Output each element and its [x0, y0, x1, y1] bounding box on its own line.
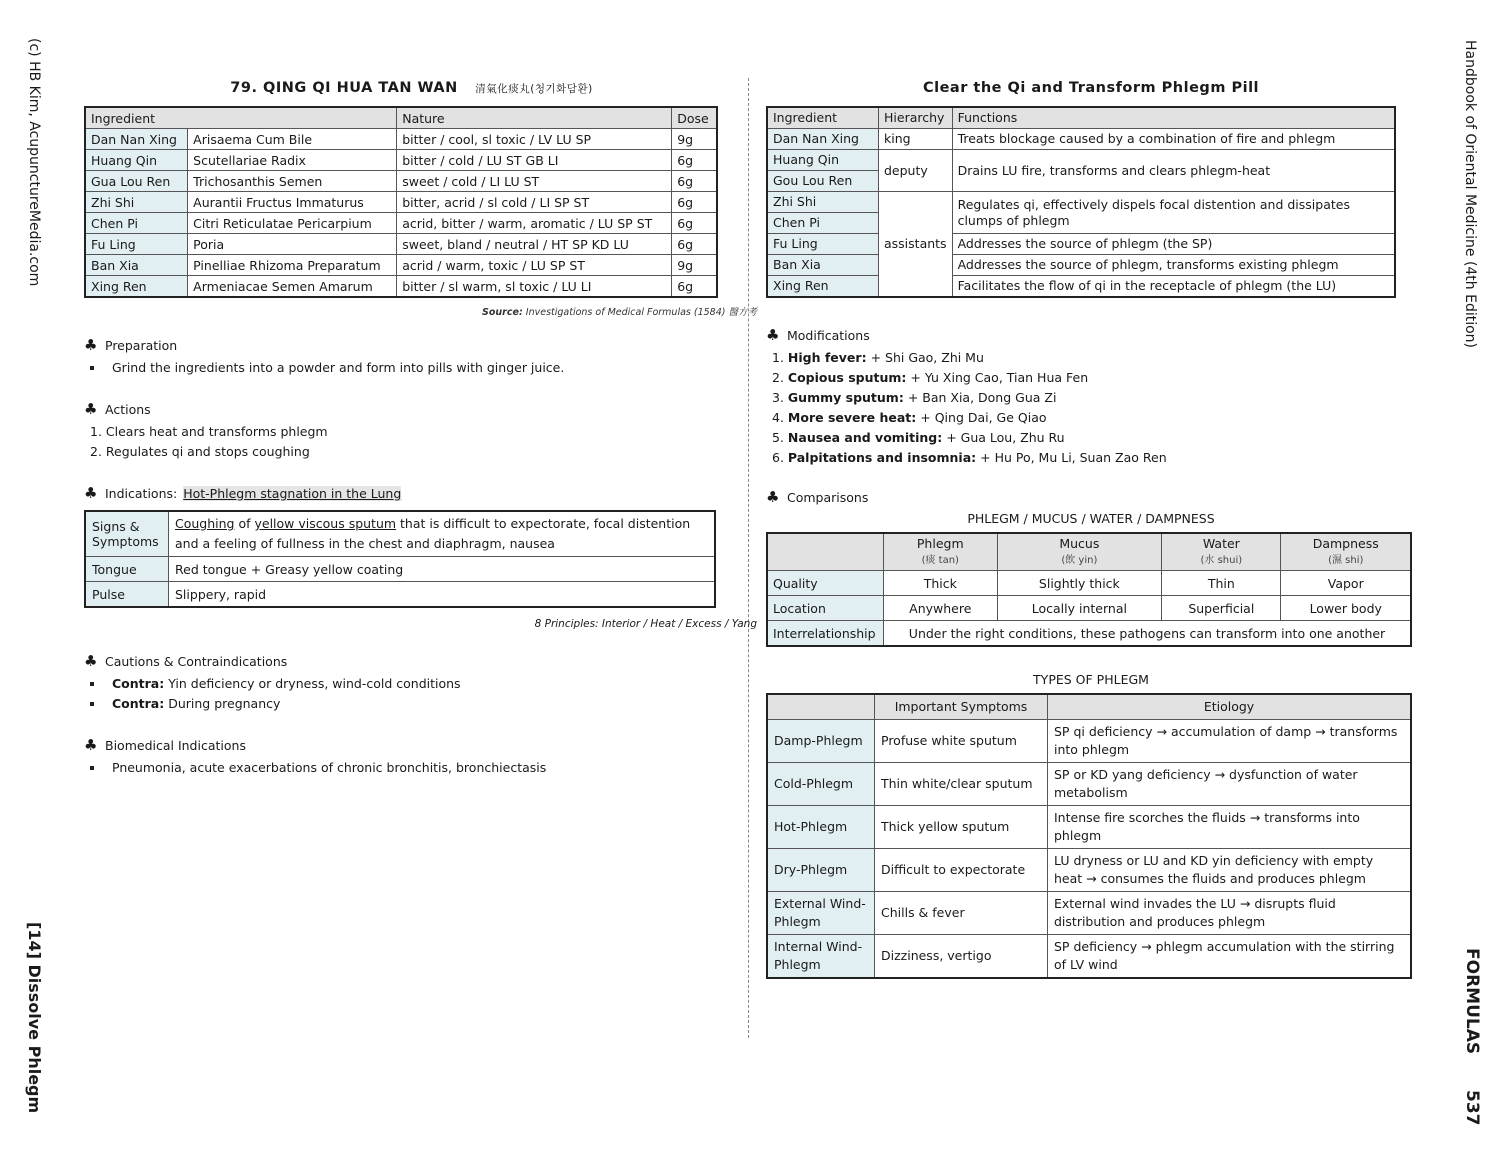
herb-latin: Armeniacae Semen Amarum [188, 276, 397, 298]
item-number: 3. [772, 390, 784, 405]
tongue-text: Red tongue + Greasy yellow coating [169, 557, 716, 582]
herb-latin: Poria [188, 234, 397, 255]
herb-name: Fu Ling [767, 234, 879, 255]
table-row [85, 171, 717, 192]
phlegm-type: Internal Wind-Phlegm [767, 935, 875, 979]
column-divider [748, 78, 749, 1038]
book-title-margin: Handbook of Oriental Medicine (4th Edition) [1462, 40, 1478, 349]
function-text: Addresses the source of phlegm, transforms existing phlegm [952, 255, 1395, 276]
table-cell: Under the right conditions, these pathogens can transform into one another [884, 621, 1412, 647]
item-number: 1. [772, 350, 784, 365]
hierarchy-header: Hierarchy [879, 107, 953, 129]
herb-dose: 6g [672, 276, 717, 298]
herb-name: Ban Xia [767, 255, 879, 276]
hierarchy-assistants: assistants [879, 192, 953, 298]
herb-latin: Citri Reticulatae Pericarpium [188, 213, 397, 234]
table-row [767, 806, 1411, 849]
table-row [767, 763, 1411, 806]
herb-name: Gou Lou Ren [767, 171, 879, 192]
indications-heading [84, 484, 739, 502]
page-number: 537 [1462, 1090, 1482, 1126]
phlegm-symptom: Chills & fever [875, 892, 1048, 935]
hierarchy-deputy: deputy [879, 150, 953, 192]
function-text: Drains LU fire, transforms and clears phlegm-heat [952, 150, 1395, 192]
preparation-list [84, 358, 739, 378]
comparison-subtitle: PHLEGM / MUCUS / WATER / DAMPNESS [967, 511, 1215, 526]
pulse-text: Slippery, rapid [169, 582, 716, 608]
formula-title [84, 78, 739, 98]
col-cjk: (飲 yin) [1061, 555, 1098, 566]
phlegm-type: Hot-Phlegm [767, 806, 875, 849]
chapter-margin: [14] Dissolve Phlegm [25, 922, 44, 1114]
contra-text: During pregnancy [168, 696, 281, 711]
table-row [85, 276, 717, 298]
contra-label: Contra: [112, 676, 165, 691]
table-row [767, 150, 1395, 171]
item-text: + Ban Xia, Dong Gua Zi [907, 390, 1057, 405]
club-icon: ♣ [766, 326, 780, 344]
table-cell: Thick [884, 571, 998, 596]
cautions-heading [84, 652, 739, 670]
col-cjk: (水 shui) [1200, 555, 1243, 566]
table-row [767, 935, 1411, 979]
list-item: 1. Clears heat and transforms phlegm [90, 424, 328, 439]
herb-name: Huang Qin [767, 150, 879, 171]
col-header [997, 533, 1162, 571]
herb-name: Ban Xia [85, 255, 188, 276]
section-margin [1456, 948, 1482, 1126]
table-row [85, 557, 715, 582]
preparation-heading [84, 336, 739, 354]
signs-text-2: that is difficult to expectorate, focal distention and a feeling of fullness in the chest and diaphragm, nausea [175, 516, 691, 551]
table-cell: Slightly thick [997, 571, 1162, 596]
function-text: Regulates qi, effectively dispels focal distention and dissipates clumps of phlegm [952, 192, 1395, 234]
types-subtitle: TYPES OF PHLEGM [1033, 672, 1149, 687]
tongue-label: Tongue [85, 557, 169, 582]
actions-heading [84, 400, 739, 418]
list-item: Pneumonia, acute exacerbations of chronic bronchitis, bronchiectasis [84, 758, 739, 778]
club-icon: ♣ [84, 400, 98, 418]
table-row [85, 255, 717, 276]
item-label: Copious sputum: [787, 370, 907, 385]
club-icon: ♣ [84, 652, 98, 670]
col-name: Phlegm [916, 536, 964, 551]
list-item: Grind the ingredients into a powder and form into pills with ginger juice. [84, 358, 739, 378]
table-row [85, 234, 717, 255]
ingredient-table-header [85, 107, 717, 129]
list-item [766, 428, 1416, 448]
herb-dose: 6g [672, 171, 717, 192]
source-citation [84, 304, 757, 318]
table-row [767, 720, 1411, 763]
preparation-heading-text: Preparation [105, 337, 178, 353]
list-item [766, 408, 1416, 428]
phlegm-etiology: Intense fire scorches the fluids → transforms into phlegm [1048, 806, 1412, 849]
cautions-heading-text: Cautions & Contraindications [105, 653, 288, 669]
actions-heading-text: Actions [105, 401, 151, 417]
indication-pattern: Hot-Phlegm stagnation in the Lung [183, 485, 402, 501]
phlegm-etiology: SP deficiency → phlegm accumulation with the stirring of LV wind [1048, 935, 1412, 979]
table-row [85, 150, 717, 171]
item-number: 2. [772, 370, 784, 385]
table-row [767, 849, 1411, 892]
herb-dose: 6g [672, 213, 717, 234]
signs-underline-1: Coughing [175, 516, 235, 531]
comparisons-heading-text: Comparisons [787, 489, 869, 505]
item-text: + Hu Po, Mu Li, Suan Zao Ren [980, 450, 1167, 465]
item-text: + Qing Dai, Ge Qiao [920, 410, 1047, 425]
herb-nature: bitter / cool, sl toxic / LV LU SP [397, 129, 672, 150]
table-cell: Lower body [1281, 596, 1411, 621]
table-row [85, 511, 715, 557]
list-item [766, 448, 1416, 468]
modifications-heading-text: Modifications [787, 327, 870, 343]
functions-table [766, 106, 1396, 298]
table-row [85, 582, 715, 608]
row-label: Interrelationship [767, 621, 884, 647]
table-cell: Superficial [1162, 596, 1281, 621]
table-cell: Vapor [1281, 571, 1411, 596]
functions-table-header [767, 107, 1395, 129]
phlegm-etiology: SP qi deficiency → accumulation of damp → transforms into phlegm [1048, 720, 1412, 763]
table-cell: Thin [1162, 571, 1281, 596]
phlegm-type: Dry-Phlegm [767, 849, 875, 892]
empty-header [767, 533, 884, 571]
item-label: High fever: [787, 350, 867, 365]
types-header-row [767, 694, 1411, 720]
row-label: Quality [767, 571, 884, 596]
herb-nature: sweet / cold / LI LU ST [397, 171, 672, 192]
item-label: Nausea and vomiting: [787, 430, 943, 445]
table-row [767, 621, 1411, 647]
herb-nature: acrid, bitter / warm, aromatic / LU SP ST [397, 213, 672, 234]
hierarchy-king: king [879, 129, 953, 150]
herb-nature: sweet, bland / neutral / HT SP KD LU [397, 234, 672, 255]
col-header [884, 533, 998, 571]
comparisons-heading [766, 488, 1416, 506]
contra-text: Yin deficiency or dryness, wind-cold conditions [168, 676, 461, 691]
herb-nature: bitter / sl warm, sl toxic / LU LI [397, 276, 672, 298]
biomedical-heading-text: Biomedical Indications [105, 737, 246, 753]
herb-latin: Arisaema Cum Bile [188, 129, 397, 150]
biomedical-list [84, 758, 739, 778]
list-item [766, 348, 1416, 368]
col-header [1281, 533, 1411, 571]
col-name: Water [1202, 536, 1240, 551]
table-row [767, 276, 1395, 298]
ingredient-table [84, 106, 718, 298]
phlegm-type: External Wind-Phlegm [767, 892, 875, 935]
herb-name: Dan Nan Xing [767, 129, 879, 150]
col-cjk: (濕 shi) [1328, 555, 1364, 566]
ingredient-header: Ingredient [767, 107, 879, 129]
modifications-heading [766, 326, 1416, 344]
herb-name: Zhi Shi [767, 192, 879, 213]
herb-name: Xing Ren [85, 276, 188, 298]
list-item: 2. Regulates qi and stops coughing [90, 444, 310, 459]
table-row [767, 234, 1395, 255]
table-row [767, 255, 1395, 276]
biomedical-heading [84, 736, 739, 754]
club-icon: ♣ [766, 488, 780, 506]
table-row [85, 129, 717, 150]
club-icon: ♣ [84, 736, 98, 754]
item-text: + Yu Xing Cao, Tian Hua Fen [910, 370, 1089, 385]
function-text: Treats blockage caused by a combination of fire and phlegm [952, 129, 1395, 150]
item-number: 5. [772, 430, 784, 445]
herb-latin: Aurantii Fructus Immaturus [188, 192, 397, 213]
empty-header [767, 694, 875, 720]
nature-header: Nature [397, 107, 672, 129]
herb-nature: acrid / warm, toxic / LU SP ST [397, 255, 672, 276]
herb-dose: 9g [672, 129, 717, 150]
item-text: + Gua Lou, Zhu Ru [946, 430, 1065, 445]
col-name: Mucus [1059, 536, 1100, 551]
list-item [766, 368, 1416, 388]
herb-name: Chen Pi [85, 213, 188, 234]
herb-latin: Pinelliae Rhizoma Preparatum [188, 255, 397, 276]
herb-dose: 6g [672, 192, 717, 213]
source-label: Source: [482, 307, 523, 318]
phlegm-type: Cold-Phlegm [767, 763, 875, 806]
signs-label: Signs & Symptoms [85, 511, 169, 557]
phlegm-symptom: Difficult to expectorate [875, 849, 1048, 892]
ingredient-header: Ingredient [85, 107, 397, 129]
signs-text [169, 511, 716, 557]
item-label: Gummy sputum: [787, 390, 904, 405]
actions-list [84, 422, 739, 462]
functions-header: Functions [952, 107, 1395, 129]
herb-nature: bitter / cold / LU ST GB LI [397, 150, 672, 171]
col-name: Dampness [1312, 536, 1379, 551]
herb-nature: bitter, acrid / sl cold / LI SP ST [397, 192, 672, 213]
signs-underline-2: yellow viscous sputum [254, 516, 397, 531]
herb-dose: 6g [672, 150, 717, 171]
item-label: More severe heat: [787, 410, 917, 425]
phlegm-etiology: SP or KD yang deficiency → dysfunction of water metabolism [1048, 763, 1412, 806]
eight-principles: 8 Principles: Interior / Heat / Excess / Yang [534, 618, 757, 630]
club-icon: ♣ [84, 336, 98, 354]
phlegm-types-table [766, 693, 1412, 979]
list-item [84, 694, 739, 714]
function-text: Addresses the source of phlegm (the SP) [952, 234, 1395, 255]
herb-dose: 9g [672, 255, 717, 276]
table-row [767, 129, 1395, 150]
table-row [767, 571, 1411, 596]
english-title: Clear the Qi and Transform Phlegm Pill [922, 80, 1260, 96]
symptoms-header: Important Symptoms [875, 694, 1048, 720]
herb-name: Fu Ling [85, 234, 188, 255]
herb-name: Gua Lou Ren [85, 171, 188, 192]
right-column [766, 78, 1416, 979]
phlegm-etiology: LU dryness or LU and KD yin deficiency with empty heat → consumes the fluids and produces phlegm [1048, 849, 1412, 892]
list-item [766, 388, 1416, 408]
table-cell: Locally internal [997, 596, 1162, 621]
table-cell: Anywhere [884, 596, 998, 621]
pulse-label: Pulse [85, 582, 169, 608]
phlegm-type: Damp-Phlegm [767, 720, 875, 763]
contra-label: Contra: [112, 696, 165, 711]
comparison-header-row [767, 533, 1411, 571]
table-row [767, 892, 1411, 935]
copyright-margin: (c) HB Kim, AcupunctureMedia.com [26, 38, 42, 287]
comparison-table [766, 532, 1412, 647]
table-row [85, 192, 717, 213]
table-row [85, 213, 717, 234]
item-number: 4. [772, 410, 784, 425]
phlegm-symptom: Thick yellow sputum [875, 806, 1048, 849]
indications-heading-text: Indications: [105, 485, 178, 501]
item-text: + Shi Gao, Zhi Mu [870, 350, 984, 365]
phlegm-symptom: Thin white/clear sputum [875, 763, 1048, 806]
phlegm-etiology: External wind invades the LU → disrupts fluid distribution and produces phlegm [1048, 892, 1412, 935]
item-number: 6. [772, 450, 784, 465]
left-column [84, 78, 757, 778]
col-cjk: (痰 tan) [921, 555, 959, 566]
herb-dose: 6g [672, 234, 717, 255]
formula-title-text: 79. QING QI HUA TAN WAN [230, 80, 458, 96]
table-row [767, 192, 1395, 213]
herb-latin: Trichosanthis Semen [188, 171, 397, 192]
section-label: FORMULAS [1462, 948, 1482, 1055]
function-text: Facilitates the flow of qi in the receptacle of phlegm (the LU) [952, 276, 1395, 298]
herb-name: Chen Pi [767, 213, 879, 234]
herb-name: Xing Ren [767, 276, 879, 298]
herb-name: Zhi Shi [85, 192, 188, 213]
herb-name: Dan Nan Xing [85, 129, 188, 150]
table-row [767, 596, 1411, 621]
row-label: Location [767, 596, 884, 621]
dose-header: Dose [672, 107, 717, 129]
formula-title-cjk: 清氣化痰丸(청기화담환) [475, 83, 593, 95]
col-header [1162, 533, 1281, 571]
club-icon: ♣ [84, 484, 98, 502]
phlegm-symptom: Dizziness, vertigo [875, 935, 1048, 979]
signs-text-1: of [234, 516, 255, 531]
list-item [84, 674, 739, 694]
indications-table [84, 510, 716, 608]
source-text: Investigations of Medical Formulas (1584) 醫方考 [525, 307, 757, 318]
item-label: Palpitations and insomnia: [787, 450, 977, 465]
herb-latin: Scutellariae Radix [188, 150, 397, 171]
phlegm-symptom: Profuse white sputum [875, 720, 1048, 763]
herb-name: Huang Qin [85, 150, 188, 171]
modifications-list [766, 348, 1416, 468]
cautions-list [84, 674, 739, 714]
etiology-header: Etiology [1048, 694, 1412, 720]
